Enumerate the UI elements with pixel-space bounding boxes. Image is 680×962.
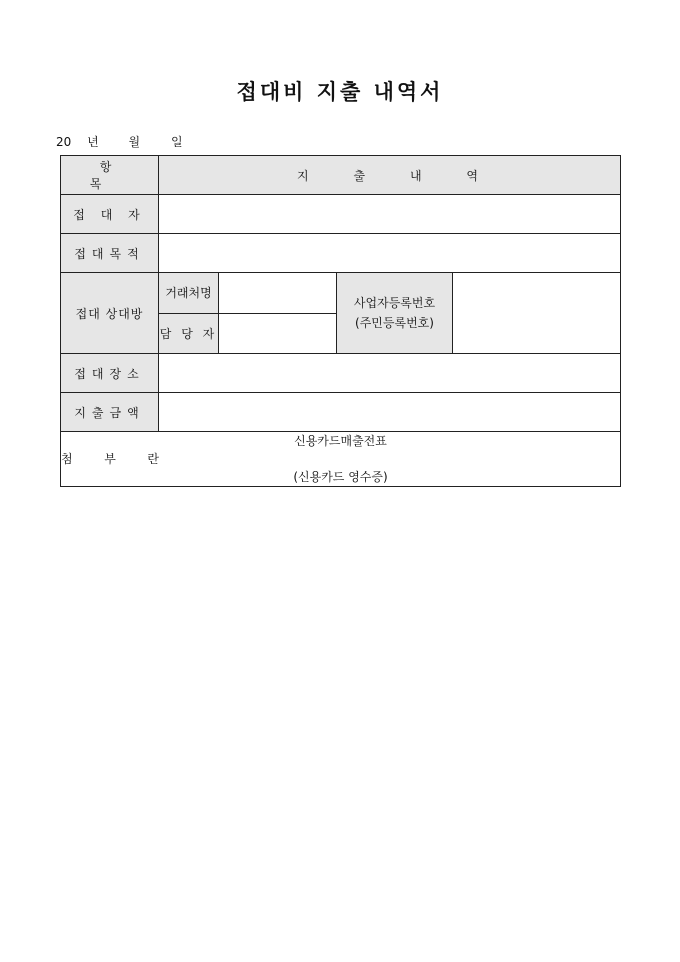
person-in-charge-field[interactable]: [219, 313, 337, 354]
place-field[interactable]: [159, 354, 621, 393]
month-label: 월: [128, 135, 141, 149]
header-item: 항 목: [61, 156, 159, 195]
amount-field[interactable]: [159, 393, 621, 432]
receipt-attachment-area[interactable]: [61, 432, 621, 487]
entertained-person-label: 접 대 자: [61, 195, 159, 234]
header-detail-char: 역: [466, 168, 478, 183]
attachment-line1: 신용카드매출전표: [294, 434, 387, 448]
company-name-field[interactable]: [219, 273, 337, 314]
header-detail-char: 내: [409, 168, 422, 183]
entertained-person-field[interactable]: [159, 195, 621, 234]
year-label: 년: [87, 135, 99, 149]
place-label: 접대장소: [61, 354, 159, 393]
business-number-label: [337, 273, 453, 354]
attachment-char: 첨: [61, 452, 73, 466]
attachment-line3: (신용카드 영수증): [293, 470, 388, 484]
business-number-field[interactable]: [453, 273, 621, 354]
purpose-field[interactable]: [159, 234, 621, 273]
attachment-char: 란: [147, 452, 159, 466]
date-line: [56, 133, 183, 150]
business-number-text: 사업자등록번호: [353, 296, 436, 310]
day-label: 일: [170, 135, 183, 149]
purpose-label: 접대목적: [61, 234, 159, 273]
amount-label: 지출금액: [61, 393, 159, 432]
counterpart-label: 접대 상대방: [61, 273, 159, 354]
header-detail-char: 지: [297, 168, 309, 183]
header-detail-char: 출: [353, 168, 366, 183]
document-title: 접대비 지출 내역서: [236, 79, 444, 104]
attachment-char: 부: [104, 452, 116, 466]
resident-number-text: (주민등록번호): [355, 316, 434, 330]
attachment-line2: [61, 450, 159, 468]
header-detail: [159, 156, 621, 195]
person-in-charge-label: 담 당 자: [159, 313, 219, 354]
company-name-label: 거래처명: [159, 273, 219, 314]
year-prefix: 20: [56, 135, 72, 149]
expense-form-table: [60, 155, 621, 487]
